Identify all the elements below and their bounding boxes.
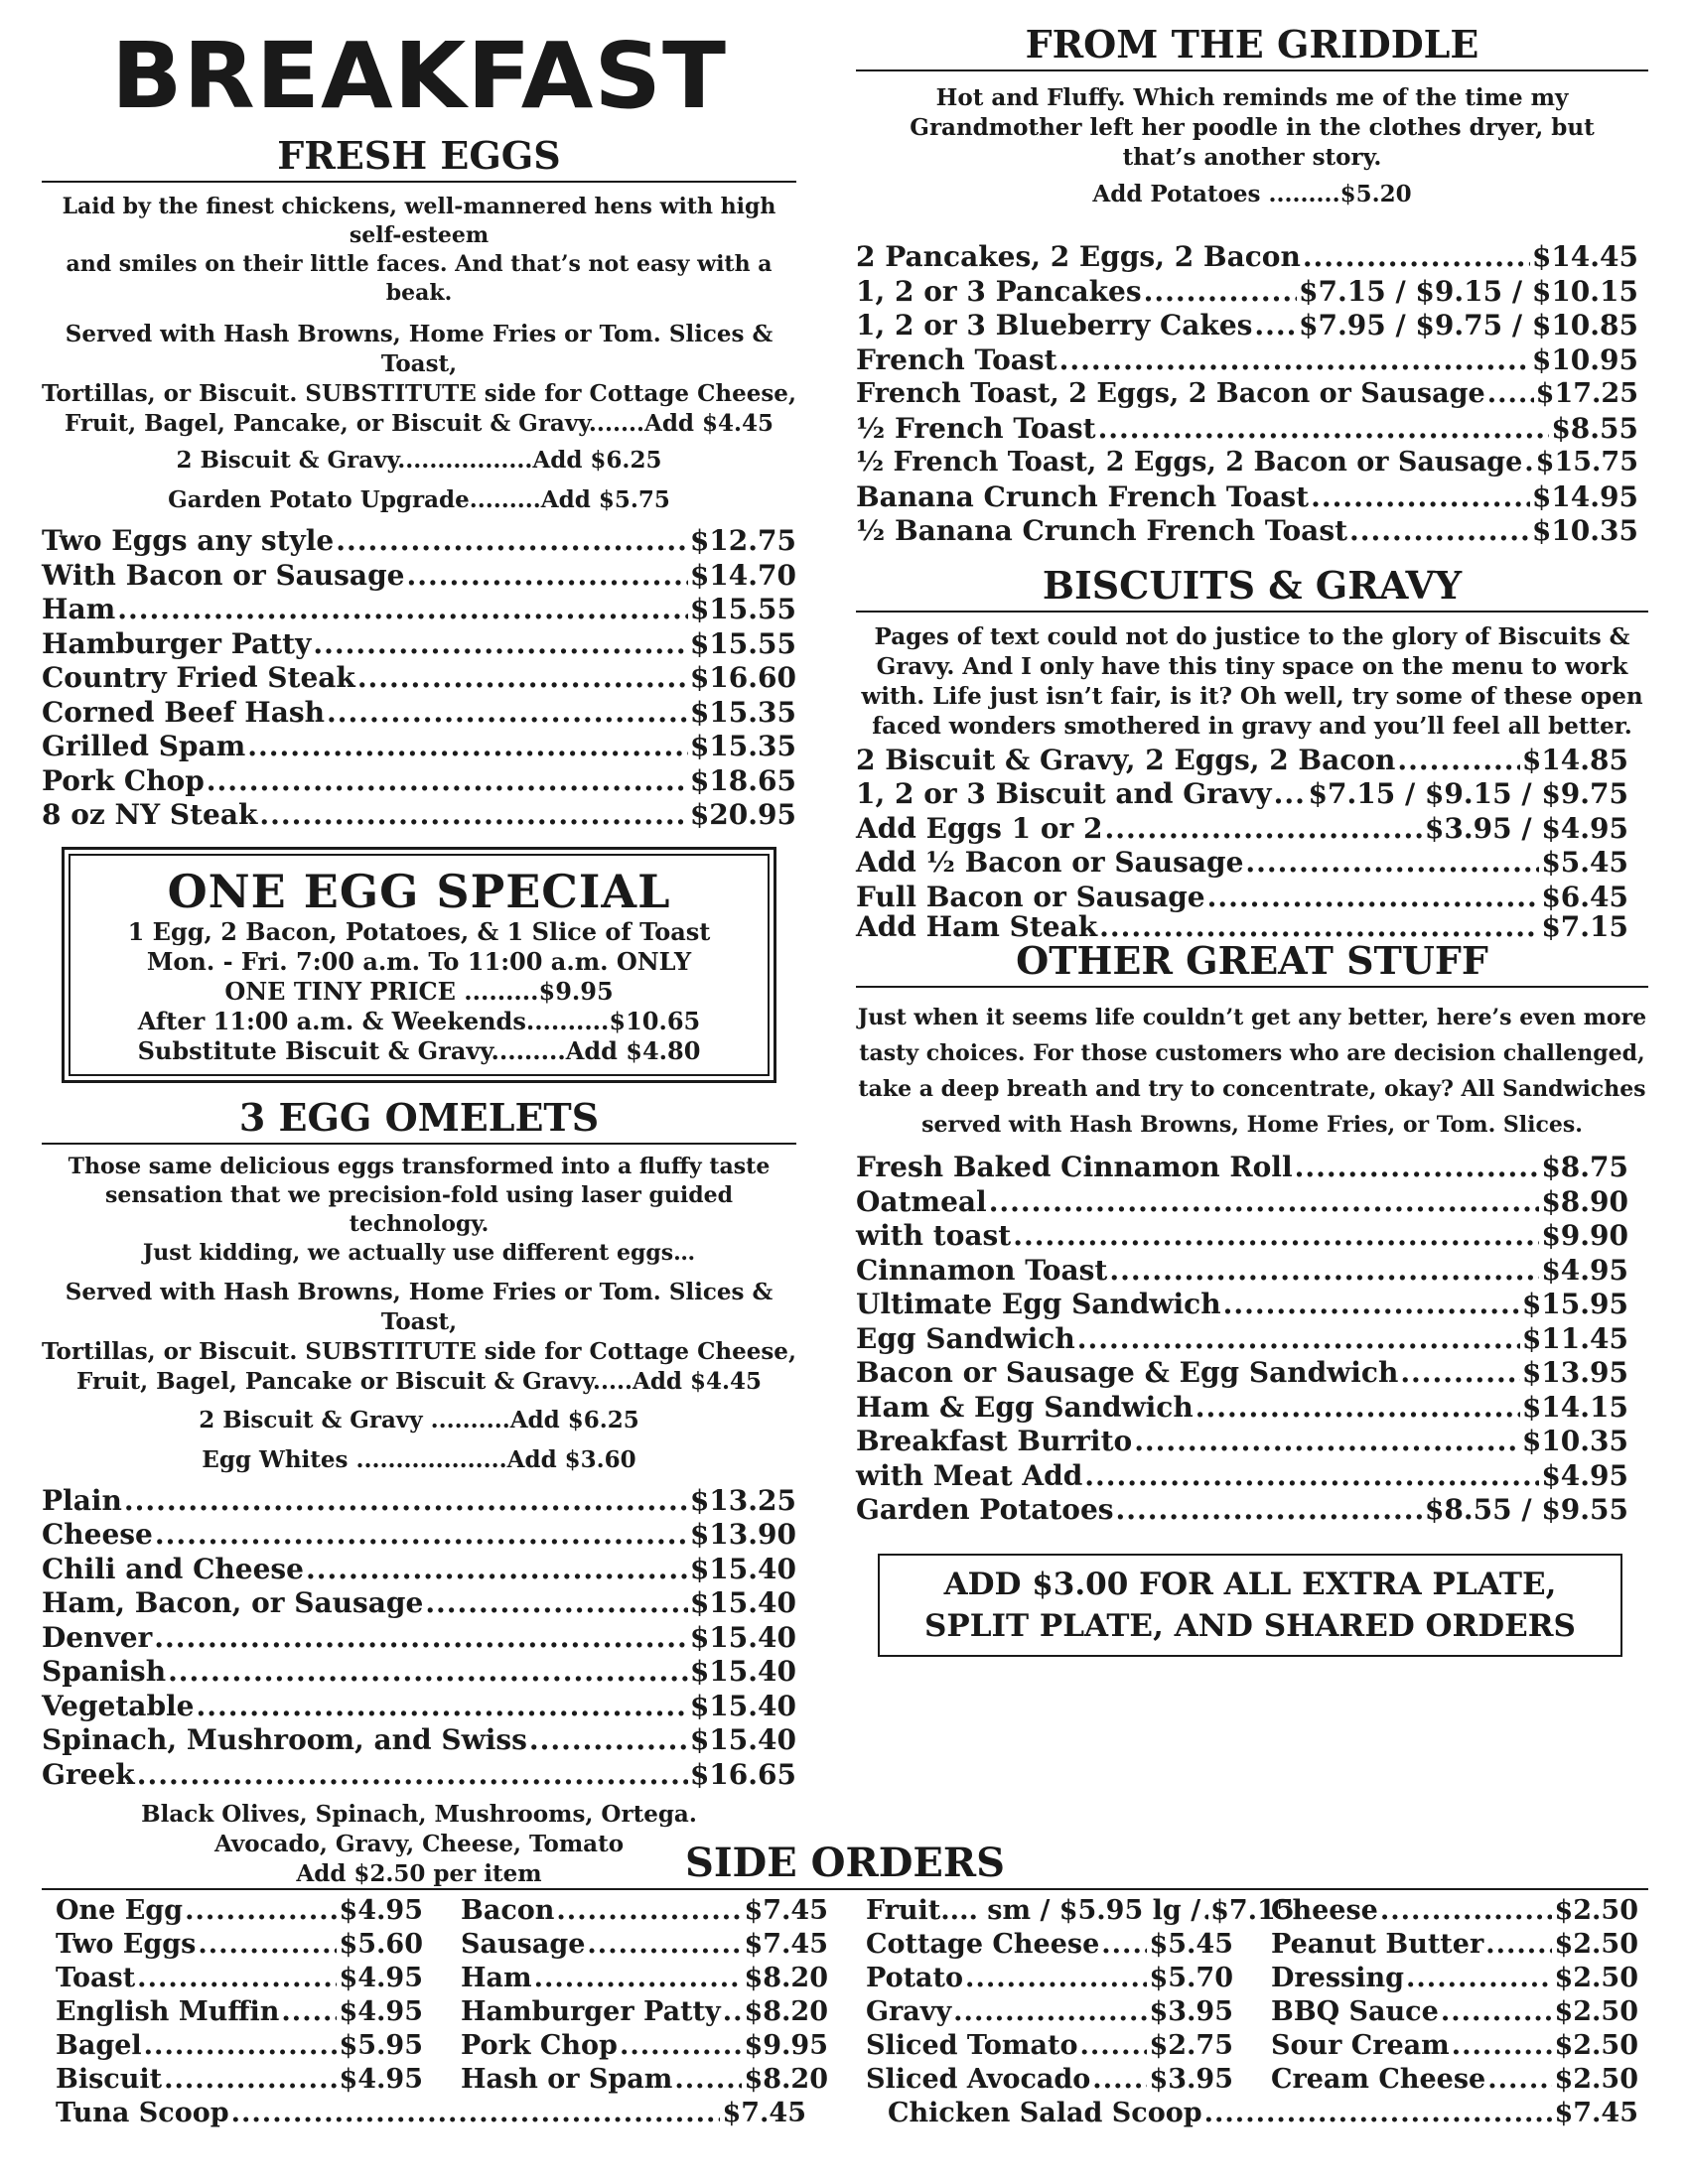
menu-item: Country Fried Steak ..... $16.60 xyxy=(42,661,796,696)
fresh-eggs-list xyxy=(42,524,796,833)
other-list xyxy=(856,1151,1648,1528)
menu-item: Vegetable ..... $15.40 xyxy=(42,1690,796,1724)
blurb-line: Just when it seems life couldn’t get any better, here’s even more xyxy=(857,1005,1647,1030)
menu-item: 1, 2 or 3 Blueberry Cakes ..... $7.95 / $9.75 / $10.85 xyxy=(856,309,1638,343)
blurb-line: take a deep breath and try to concentrate, okay? All Sandwiches xyxy=(858,1076,1646,1102)
menu-item: 1, 2 or 3 Pancakes ..... $7.15 / $9.15 / $10.15 xyxy=(856,275,1638,310)
one-egg-special-box xyxy=(62,847,776,1083)
blurb-line: Those same delicious eggs transformed into a fluffy taste xyxy=(68,1153,771,1179)
notice-line: SPLIT PLATE, AND SHARED ORDERS xyxy=(924,1607,1576,1644)
side-item: One Egg ..... $4.95 xyxy=(56,1894,423,1928)
one-egg-special-inner xyxy=(69,854,770,1076)
side-item: Peanut Butter ..... $2.50 xyxy=(1271,1928,1638,1962)
side-item: Potato ..... $5.70 xyxy=(866,1962,1233,1995)
griddle-title: FROM THE GRIDDLE xyxy=(856,22,1648,71)
side-item: Bagel ..... $5.95 xyxy=(56,2029,423,2063)
notice-line: ADD $3.00 FOR ALL EXTRA PLATE, xyxy=(943,1566,1557,1602)
menu-item: Plain ..... $13.25 xyxy=(42,1484,796,1519)
menu-item: Greek ..... $16.65 xyxy=(42,1758,796,1793)
blurb-line: with. Life just isn’t fair, is it? Oh well, try some of these open xyxy=(861,682,1643,710)
menu-item: Cinnamon Toast ..... $4.95 xyxy=(856,1254,1628,1289)
menu-item: Breakfast Burrito ..... $10.35 xyxy=(856,1425,1628,1459)
menu-item: Add Eggs 1 or 2 ..... $3.95 / $4.95 xyxy=(856,812,1628,847)
blurb-line: Hot and Fluffy. Which reminds me of the time my xyxy=(935,84,1569,111)
side-item: Tuna Scoop ..... $7.45 xyxy=(56,2097,806,2130)
blurb-line: sensation that we precision-fold using laser guided technology. xyxy=(104,1181,734,1237)
served-line: Tortillas, or Biscuit. SUBSTITUTE side for Cottage Cheese, xyxy=(42,380,796,407)
side-orders-column xyxy=(866,1894,1295,2097)
menu-item: Grilled Spam ..... $15.35 xyxy=(42,730,796,764)
menu-item: ½ French Toast ..... $8.55 xyxy=(856,412,1638,447)
side-item: Hash or Spam ..... $8.20 xyxy=(461,2063,828,2097)
side-item: Ham ..... $8.20 xyxy=(461,1962,828,1995)
special-line: Substitute Biscuit & Gravy.........Add $4.80 xyxy=(137,1035,701,1065)
biscuits-title: BISCUITS & GRAVY xyxy=(856,563,1648,613)
menu-item: Ham ..... $15.55 xyxy=(42,593,796,627)
extra-plate-notice xyxy=(878,1554,1622,1657)
side-item: Fruit.... sm / $5.95 lg / ..... $7.15 xyxy=(866,1894,1233,1928)
served-line: Fruit, Bagel, Pancake or Biscuit & Gravy.....Add $4.45 xyxy=(75,1367,763,1395)
extra-line: Egg Whites ...................Add $3.60 xyxy=(202,1445,636,1473)
extra-line: Garden Potato Upgrade.........Add $5.75 xyxy=(168,486,670,513)
side-item: Two Eggs ..... $5.60 xyxy=(56,1928,423,1962)
special-line: 1 Egg, 2 Bacon, Potatoes, & 1 Slice of Toast xyxy=(127,916,711,946)
add-potatoes-line: Add Potatoes .........$5.20 xyxy=(1092,181,1412,207)
menu-item: Oatmeal ..... $8.90 xyxy=(856,1185,1628,1220)
served-line: Served with Hash Browns, Home Fries or Tom. Slices & Toast, xyxy=(65,1278,774,1335)
menu-item: Spinach, Mushroom, and Swiss ..... $15.40 xyxy=(42,1723,796,1758)
menu-item: Pork Chop ..... $18.65 xyxy=(42,764,796,799)
menu-item: ½ French Toast, 2 Eggs, 2 Bacon or Sausage ..... $15.75 xyxy=(856,446,1638,480)
side-item: Sliced Avocado ..... $3.95 xyxy=(866,2063,1233,2097)
menu-item: Garden Potatoes ..... $8.55 / $9.55 xyxy=(856,1493,1628,1528)
fresh-eggs-served xyxy=(42,320,796,439)
menu-item: Add Ham Steak ..... $7.15 xyxy=(856,914,1628,940)
menu-item: 2 Pancakes, 2 Eggs, 2 Bacon ..... $14.45 xyxy=(856,240,1638,275)
menu-item: 8 oz NY Steak ..... $20.95 xyxy=(42,798,796,833)
menu-item: Ham & Egg Sandwich ..... $14.15 xyxy=(856,1391,1628,1426)
menu-item: Spanish ..... $15.40 xyxy=(42,1655,796,1690)
griddle-blurb xyxy=(856,83,1648,173)
menu-item: Bacon or Sausage & Egg Sandwich ..... $13.95 xyxy=(856,1356,1628,1391)
menu-item: Corned Beef Hash ..... $15.35 xyxy=(42,696,796,731)
menu-item: 1, 2 or 3 Biscuit and Gravy ..... $7.15 / $9.15 / $9.75 xyxy=(856,777,1628,812)
side-orders-column xyxy=(56,1894,423,2097)
menu-item: 2 Biscuit & Gravy, 2 Eggs, 2 Bacon ..... $14.85 xyxy=(856,744,1628,778)
blurb-line: and smiles on their little faces. And that’s not easy with a beak. xyxy=(66,251,773,306)
blurb-line: Just kidding, we actually use different eggs… xyxy=(142,1239,696,1266)
side-item: Sliced Tomato ..... $2.75 xyxy=(866,2029,1233,2063)
side-orders-column xyxy=(1271,1894,1638,2097)
biscuits-blurb xyxy=(856,622,1648,742)
side-item: Toast ..... $4.95 xyxy=(56,1962,423,1995)
side-item: Cream Cheese ..... $2.50 xyxy=(1271,2063,1638,2097)
side-item: Sour Cream ..... $2.50 xyxy=(1271,2029,1638,2063)
side-item: Sausage ..... $7.45 xyxy=(461,1928,828,1962)
served-line: Tortillas, or Biscuit. SUBSTITUTE side for Cottage Cheese, xyxy=(42,1337,796,1365)
served-line: Fruit, Bagel, Pancake, or Biscuit & Gravy.......Add $4.45 xyxy=(64,410,774,437)
left-column xyxy=(42,22,796,1889)
menu-item: French Toast, 2 Eggs, 2 Bacon or Sausage ..... $17.25 xyxy=(856,377,1638,412)
blurb-line: Gravy. And I only have this tiny space on the menu to work xyxy=(876,652,1628,680)
fresh-eggs-blurb xyxy=(42,193,796,308)
one-egg-special-title: ONE EGG SPECIAL xyxy=(167,864,671,918)
page-title: BREAKFAST xyxy=(111,23,727,129)
blurb-line: tasty choices. For those customers who are decision challenged, xyxy=(859,1040,1645,1066)
addon-line: Black Olives, Spinach, Mushrooms, Ortega. xyxy=(141,1801,697,1828)
side-item: Chicken Salad Scoop ..... $7.45 xyxy=(888,2097,1638,2130)
menu-item: Add ½ Bacon or Sausage ..... $5.45 xyxy=(856,846,1628,881)
menu-item: Ultimate Egg Sandwich ..... $15.95 xyxy=(856,1288,1628,1322)
omelets-blurb xyxy=(42,1153,796,1268)
menu-item: Full Bacon or Sausage ..... $6.45 xyxy=(856,881,1628,915)
biscuits-list xyxy=(856,744,1648,941)
side-item: Pork Chop ..... $9.95 xyxy=(461,2029,828,2063)
extra-line: 2 Biscuit & Gravy.................Add $6.25 xyxy=(176,447,662,474)
omelets-served xyxy=(42,1278,796,1397)
side-item: Gravy ..... $3.95 xyxy=(866,1995,1233,2029)
blurb-line: Laid by the finest chickens, well-mannered hens with high self-esteem xyxy=(62,194,776,248)
menu-item: Fresh Baked Cinnamon Roll ..... $8.75 xyxy=(856,1151,1628,1185)
side-orders-wide-row xyxy=(42,2097,1648,2130)
menu-item: Ham, Bacon, or Sausage ..... $15.40 xyxy=(42,1586,796,1621)
side-orders-grid xyxy=(42,1894,1648,2097)
side-orders-column xyxy=(461,1894,828,2097)
menu-item: Cheese ..... $13.90 xyxy=(42,1518,796,1553)
omelets-title: 3 EGG OMELETS xyxy=(42,1095,796,1145)
right-column xyxy=(856,22,1648,1657)
menu-item: with Meat Add ..... $4.95 xyxy=(856,1459,1628,1494)
extra-line: 2 Biscuit & Gravy ..........Add $6.25 xyxy=(199,1406,639,1433)
menu-item: With Bacon or Sausage ..... $14.70 xyxy=(42,559,796,594)
blurb-line: served with Hash Browns, Home Fries, or Tom. Slices. xyxy=(921,1112,1583,1138)
menu-item: with toast ..... $9.90 xyxy=(856,1219,1628,1254)
fresh-eggs-extras xyxy=(42,441,796,520)
other-title: OTHER GREAT STUFF xyxy=(856,938,1648,988)
special-line: Mon. - Fri. 7:00 a.m. To 11:00 a.m. ONLY xyxy=(146,946,692,976)
side-item: English Muffin ..... $4.95 xyxy=(56,1995,423,2029)
griddle-list xyxy=(856,240,1648,549)
side-item: Cottage Cheese ..... $5.45 xyxy=(866,1928,1233,1962)
menu-item: French Toast ..... $10.95 xyxy=(856,343,1638,378)
special-line: ONE TINY PRICE .........$9.95 xyxy=(224,976,614,1006)
side-item: Cheese ..... $2.50 xyxy=(1271,1894,1638,1928)
omelets-list xyxy=(42,1484,796,1793)
side-orders-title: SIDE ORDERS xyxy=(42,1839,1648,1890)
menu-item: Two Eggs any style ..... $12.75 xyxy=(42,524,796,559)
addon-line: Add $2.50 per item xyxy=(296,1860,542,1887)
side-item: Bacon ..... $7.45 xyxy=(461,1894,828,1928)
other-blurb xyxy=(856,1000,1648,1143)
side-item: Hamburger Patty ..... $8.20 xyxy=(461,1995,828,2029)
side-item: BBQ Sauce ..... $2.50 xyxy=(1271,1995,1638,2029)
menu-item: Egg Sandwich ..... $11.45 xyxy=(856,1322,1628,1357)
menu-item: ½ Banana Crunch French Toast ..... $10.35 xyxy=(856,514,1638,549)
side-item: Biscuit ..... $4.95 xyxy=(56,2063,423,2097)
served-line: Served with Hash Browns, Home Fries or Tom. Slices & Toast, xyxy=(65,321,774,377)
menu-item: Chili and Cheese ..... $15.40 xyxy=(42,1553,796,1587)
addon-line: Avocado, Gravy, Cheese, Tomato xyxy=(213,1831,625,1857)
special-line: After 11:00 a.m. & Weekends..........$10.65 xyxy=(137,1006,701,1035)
menu-item: Hamburger Patty ..... $15.55 xyxy=(42,627,796,662)
blurb-line: faced wonders smothered in gravy and you’ll feel all better. xyxy=(872,712,1632,740)
side-item: Dressing ..... $2.50 xyxy=(1271,1962,1638,1995)
blurb-line: that’s another story. xyxy=(1122,144,1382,171)
omelets-extras xyxy=(42,1401,796,1480)
menu-item: Denver ..... $15.40 xyxy=(42,1621,796,1656)
fresh-eggs-title: FRESH EGGS xyxy=(42,133,796,183)
menu-item: Banana Crunch French Toast ..... $14.95 xyxy=(856,480,1638,515)
blurb-line: Pages of text could not do justice to the glory of Biscuits & xyxy=(874,622,1630,650)
blurb-line: Grandmother left her poodle in the clothes dryer, but xyxy=(910,114,1595,141)
side-orders-section xyxy=(42,1839,1648,2130)
